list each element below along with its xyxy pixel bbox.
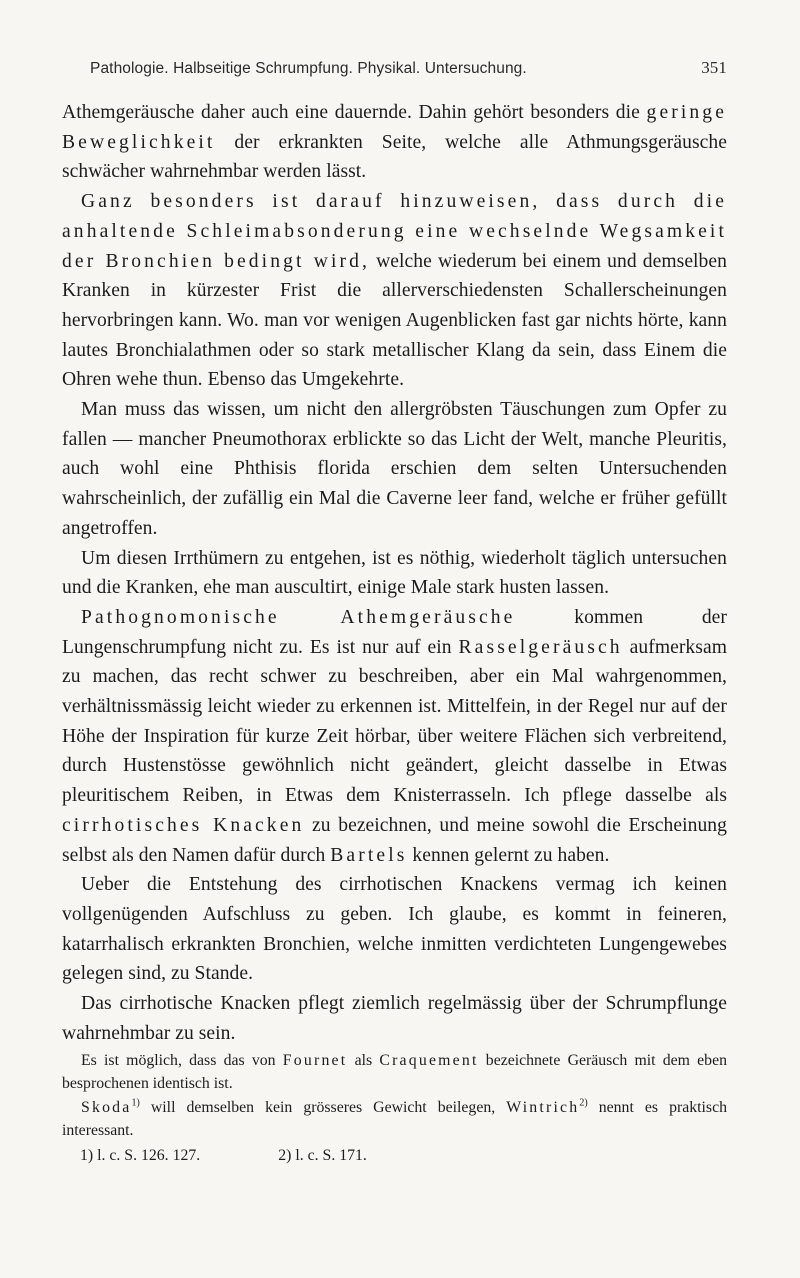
spaced-emphasis: Ganz besonders ist darauf hinzuweisen, dass durch die anhaltende Schleimabsonderung eine wechselnde Wegsamkeit der Bronchien bedingt wird,: [62, 191, 727, 272]
spaced-emphasis: Pathognomonische Athemgeräusche: [81, 606, 516, 628]
text-run: kennen gelernt zu haben.: [407, 844, 610, 866]
spaced-name: Bartels: [330, 844, 408, 866]
spaced-name: Wintrich: [506, 1098, 580, 1116]
paragraph-2: [62, 187, 727, 395]
text-run: aufmerksam zu machen, das recht schwer zu beschreiben, aber ein Mal wahrgenommen, verhältnissmässig leicht wieder zu erkennen ist. Mittelfein, in der Regel nur auf der Höhe der Inspiration für kurze Zeit hörbar, über weitere Flächen sich verbreitend, durch Hustenstösse gewöhnlich nicht geändert, gleicht dasselbe in Etwas pleuritischem Reiben, in Etwas dem Knisterrasseln. Ich pflege dasselbe als: [62, 636, 727, 807]
main-text: [62, 98, 727, 1049]
small-paragraph-2: [62, 1096, 727, 1143]
spaced-emphasis: geringe Beweglichkeit: [62, 102, 727, 153]
paragraph-4: Um diesen Irrthümern zu entgehen, ist es nöthig, wiederholt täglich untersuchen und die Kranken, ehe man auscultirt, einige Male stark husten lassen.: [62, 547, 727, 599]
small-print: [62, 1049, 727, 1143]
text-run: welche wiederum bei einem und demselben Kranken in kürzester Frist die allerverschiedensten Schallerscheinungen hervorbringen kann. Wo. man vor wenigen Augenblicken fast gar nichts hörte, kann lautes Bronchialathmen oder so stark metallischer Klang da sein, dass Einem die Ohren wehe thun. Ebenso das Umgekehrte.: [62, 250, 727, 391]
spaced-emphasis: Rasselgeräusch: [458, 636, 623, 658]
text-run: der erkrankten Seite, welche alle Athmungsgeräusche schwächer wahrnehmbar werden lässt.: [62, 131, 727, 183]
small-paragraph-1: [62, 1049, 727, 1096]
spaced-emphasis: Craquement: [379, 1051, 479, 1069]
spaced-emphasis: cirrhotisches Knacken: [62, 814, 305, 836]
text-run: Athemgeräusche daher auch eine dauernde. Dahin gehört besonders die: [62, 102, 647, 123]
page: [62, 58, 727, 1165]
text-run: kommen der Lungenschrumpfung nicht zu. Es ist nur auf ein: [62, 606, 728, 658]
footnote-2: 2) l. c. S. 171.: [278, 1146, 367, 1164]
text-run: Es ist möglich, dass das von: [81, 1051, 283, 1069]
spaced-name: Fournet: [282, 1051, 348, 1069]
footnotes: [62, 1147, 727, 1165]
text-run: bezeichnete Geräusch mit dem eben besprochenen identisch ist.: [62, 1051, 727, 1092]
paragraph-1: [62, 98, 727, 187]
text-run: will demselben kein grösseres Gewicht beilegen,: [139, 1098, 507, 1116]
page-number: 351: [701, 58, 727, 77]
footnote-1: 1) l. c. S. 126. 127.: [80, 1146, 201, 1164]
text-run: nennt es praktisch interessant.: [62, 1098, 727, 1139]
paragraph-6: Ueber die Entstehung des cirrhotischen Knackens vermag ich keinen vollgenügenden Aufschluss zu geben. Ich glaube, es kommt in feineren, katarrhalisch erkrankten Bronchien, welche inmitten verdichteten Lungengewebes gelegen sind, zu Stande.: [62, 874, 727, 985]
paragraph-3: Man muss das wissen, um nicht den allergröbsten Täuschungen zum Opfer zu fallen — mancher Pneumothorax erblickte so das Licht der Welt, manche Pleuritis, auch wohl eine Phthisis florida erschien dem selten Untersuchenden wahrscheinlich, der zufällig ein Mal die Caverne leer fand, welche er früher gefüllt angetroffen.: [62, 399, 727, 539]
text-run: als: [347, 1051, 380, 1069]
paragraph-7: Das cirrhotische Knacken pflegt ziemlich regelmässig über der Schrumpflunge wahrnehmbar zu sein.: [62, 993, 727, 1044]
text-run: zu bezeichnen, und meine sowohl die Erscheinung selbst als den Namen dafür durch: [62, 814, 727, 866]
footnote-ref[interactable]: 2): [579, 1097, 588, 1109]
running-head: [62, 58, 727, 78]
paragraph-5: [62, 603, 727, 870]
spaced-name: Skoda: [81, 1098, 132, 1116]
running-title: Pathologie. Halbseitige Schrumpfung. Physikal. Untersuchung.: [90, 60, 527, 77]
footnote-ref[interactable]: 1): [131, 1097, 140, 1109]
